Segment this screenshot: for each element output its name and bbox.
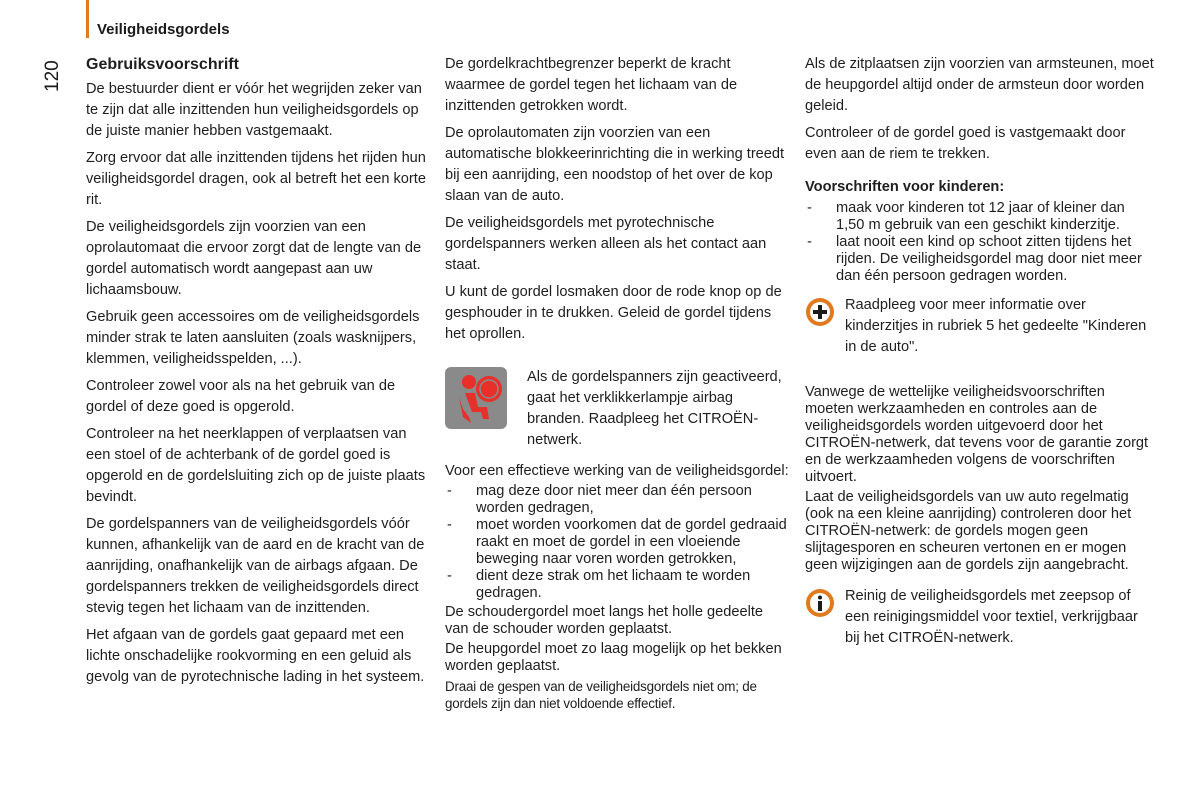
column-2 [445,54,790,715]
cleaning-info-text: Reinig de veiligheidsgordels met zeepsop of een reinigingsmiddel voor textiel, verkrijgbaar bij het CITROËN-netwerk. [845,588,1138,646]
column-3 [805,54,1155,649]
paragraph: De veiligheidsgordels zijn voorzien van een oprolautomaat die ervoor zorgt dat de lengte van de gordel automatisch wordt aangepast aan uw lichaamsbouw. [86,219,422,298]
airbag-warning-callout [445,367,790,451]
paragraph: De gordelspanners van de veiligheidsgordels vóór kunnen, afhankelijk van de aard en de kracht van de aanrijding, onafhankelijk van de airbags afgaan. De gordelspanners trekken de veiligheidsgordels direct stevig tegen het lichaam van de inzittenden. [86,516,425,616]
check-text: Controleer of de gordel goed is vastgemaakt door even aan de riem te trekken. [805,125,1126,162]
airbag-warning-icon [445,367,507,429]
paragraph: Controleer na het neerklappen of verplaatsen van een stoel of de achterbank of de gordel goed is opgerold en de gordelsluiting zich op de juiste plaats bevindt. [86,426,426,505]
armrest-text: Als de zitplaatsen zijn voorzien van armsteunen, moet de heupgordel altijd onder de armsteun door worden geleid. [805,56,1154,114]
paragraph: De gordelkrachtbegrenzer beperkt de kracht waarmee de gordel tegen het lichaam van de inzittenden getrokken wordt. [445,56,738,114]
list-item: - dient deze strak om het lichaam te worden gedragen. [445,568,790,602]
child-seat-tip-text: Raadpleeg voor meer informatie over kinderzitjes in rubriek 5 het gedeelte "Kinderen in de auto". [845,297,1147,355]
info-icon [805,588,835,618]
paragraph: Controleer zowel voor als na het gebruik van de gordel of deze goed is opgerold. [86,378,396,415]
airbag-warning-text: Als de gordelspanners zijn geactiveerd, gaat het verklikkerlampje airbag branden. Raadpleeg het CITROËN-netwerk. [527,369,782,448]
paragraph: De bestuurder dient er vóór het wegrijden zeker van te zijn dat alle inzittenden hun veiligheidsgordels op de juiste manier hebben vastgemaakt. [86,81,422,139]
children-heading: Voorschriften voor kinderen: [805,179,1005,195]
section-title: Gebruiksvoorschrift [86,56,239,73]
list-item: - maak voor kinderen tot 12 jaar of kleiner dan 1,50 m gebruik van een geschikt kinderzitje. [805,200,1155,234]
lap-belt-text: De heupgordel moet zo laag mogelijk op het bekken worden geplaatst. [445,641,782,674]
paragraph: Zorg ervoor dat alle inzittenden tijdens het rijden hun veiligheidsgordel dragen, ook al betreft het een korte rit. [86,150,426,208]
paragraph: Gebruik geen accessoires om de veiligheidsgordels minder strak te laten aansluiten (zoals wasknijpers, klemmen, veiligheidsspelden, ...). [86,309,420,367]
paragraph: U kunt de gordel losmaken door de rode knop op de gesphouder in te drukken. Geleid de gordel tijdens het oprollen. [445,284,782,342]
page-number: 120 [42,60,63,92]
list-item: - moet worden voorkomen dat de gordel gedraaid raakt en moet de gordel in een vloeiende beweging naar voren worden getrokken, [445,517,790,568]
buckle-text: Draai de gespen van de veiligheidsgordels niet om; de gordels zijn dan niet voldoende effectief. [445,679,757,711]
section-header: Veiligheidsgordels [97,21,230,38]
effective-list [445,483,790,602]
regular-check-text: Laat de veiligheidsgordels van uw auto regelmatig (ook na een kleine aanrijding) controleren door het CITROËN-netwerk: de gordels mogen geen slijtagesporen en scheuren vertonen en er mogen geen wijzigingen aan de gordels zijn aangebracht. [805,489,1132,573]
list-item: - laat nooit een kind op schoot zitten tijdens het rijden. De veiligheidsgordel mag door niet meer dan één persoon gedragen worden. [805,234,1155,285]
children-list [805,200,1155,285]
shoulder-belt-text: De schoudergordel moet langs het holle gedeelte van de schouder worden geplaatst. [445,604,764,637]
cleaning-info-callout [805,586,1155,649]
paragraph: De oprolautomaten zijn voorzien van een automatische blokkeerinrichting die in werking treedt bij een aanrijding, een noodstop of het over de kop slaan van de auto. [445,125,785,204]
header-accent-bar [86,0,89,38]
column-1 [86,54,431,694]
legal-text: Vanwege de wettelijke veiligheidsvoorschriften moeten werkzaamheden en controles aan de veiligheidsgordels worden uitgevoerd door het CITROËN-netwerk, dat tevens voor de garantie zorgt en de werkzaamheden volgens de voorschriften uitvoert. [805,384,1149,485]
list-item: - mag deze door niet meer dan één persoon worden gedragen, [445,483,790,517]
child-seat-tip-callout [805,295,1155,358]
paragraph: Het afgaan van de gordels gaat gepaard met een lichte onschadelijke rookvorming en een geluid als gevolg van de pyrotechnische lading in het systeem. [86,627,425,685]
paragraph: De veiligheidsgordels met pyrotechnische gordelspanners werken alleen als het contact aan staat. [445,215,767,273]
effective-intro: Voor een effectieve werking van de veiligheidsgordel: [445,463,789,479]
plus-info-icon [805,297,835,327]
